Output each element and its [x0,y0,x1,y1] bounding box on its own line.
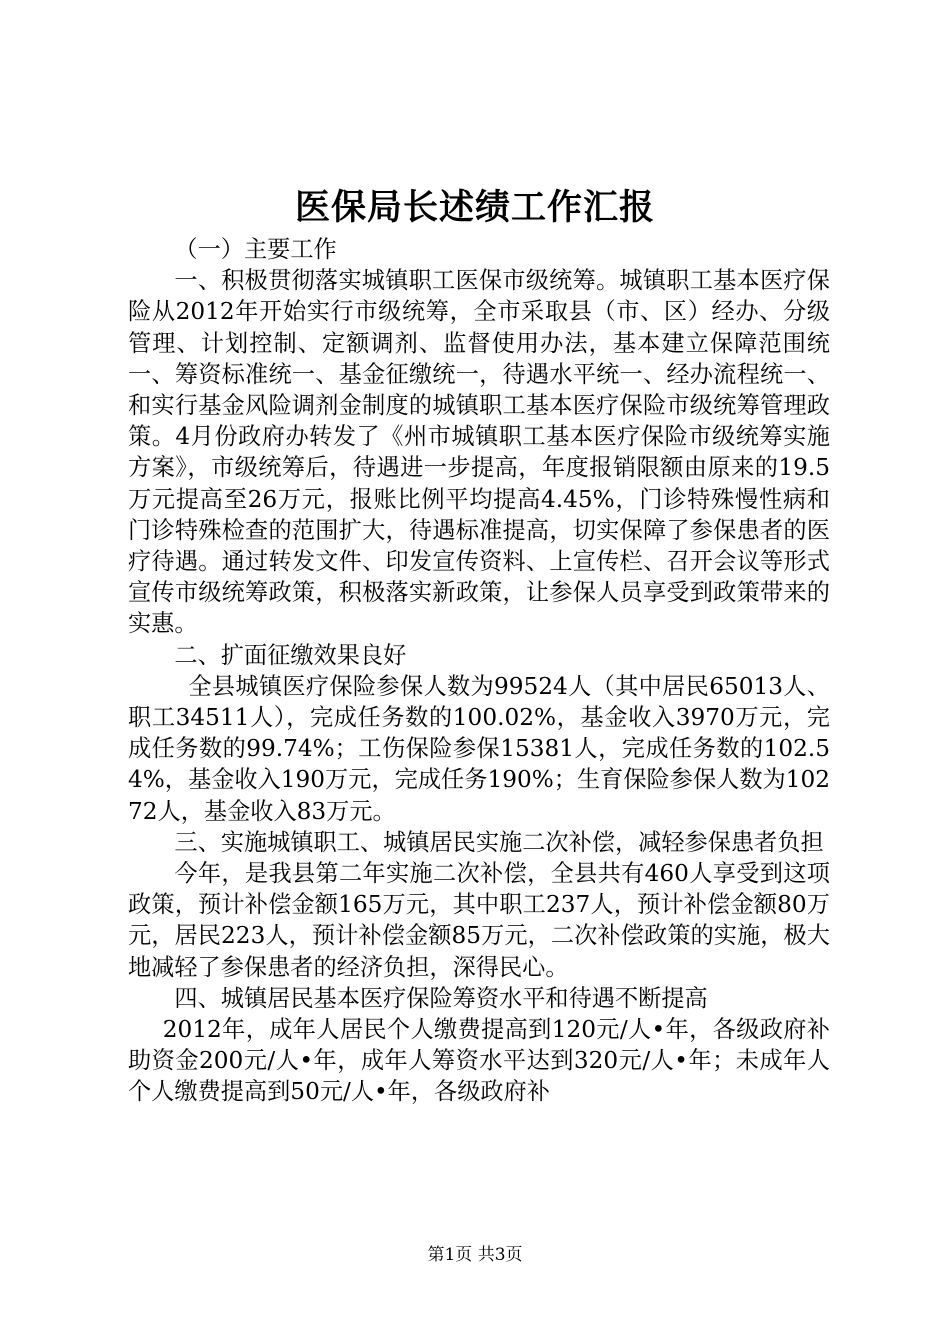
paragraph-funding-details: 2012年，成年人居民个人缴费提高到120元/人•年，各级政府补助资金200元/人•年，成年人筹资水平达到320元/人•年；未成年人个人缴费提高到50元/人•年，各级政府补 [128,1016,830,1106]
section-heading-secondary-compensation: 三、实施城镇职工、城镇居民实施二次补偿，减轻参保患者负担 [174,828,824,856]
paragraph-compensation-details: 今年，是我县第二年实施二次补偿，全县共有460人享受到这项政策，预计补偿金额165万元，其中职工237人，预计补偿金额80万元，居民223人，预计补偿金额85万元，二次补偿政策的实施，极大地减轻了参保患者的经济负担，深得民心。 [128,860,830,981]
section-heading-funding-level: 四、城镇居民基本医疗保险筹资水平和待遇不断提高 [174,984,708,1012]
paragraph-municipal-coordination: 一、积极贯彻落实城镇职工医保市级统筹。城镇职工基本医疗保险从2012年开始实行市级统筹，全市采取县（市、区）经办、分级管理、计划控制、定额调剂、监督使用办法，基本建立保障范围统一、筹资标准统一、基金征缴统一，待遇水平统一、经办流程统一、和实行基金风险调剂金制度的城镇职工基本医疗保险市级统筹管理政策。4月份政府办转发了《州市城镇职工基本医疗保险市级统筹实施方案》，市级统筹后，待遇进一步提高，年度报销限额由原来的19.5万元提高至26万元，报账比例平均提高4.45%，门诊特殊慢性病和门诊特殊检查的范围扩大，待遇标准提高，切实保障了参保患者的医疗待遇。通过转发文件、印发宣传资料、上宣传栏、召开会议等形式宣传市级统筹政策，积极落实新政策，让参保人员享受到政策带来的实惠。 [128,267,830,638]
section-heading-main-work: （一）主要工作 [174,236,337,263]
page-footer: 第1页 共3页 [427,1245,523,1265]
paragraph-enrollment-stats: 全县城镇医疗保险参保人数为99524人（其中居民65013人、职工34511人），完成任务数的100.02%，基金收入3970万元，完成任务数的99.74%；工伤保险参保15381人，完成任务数的102.54%，基金收入190万元，完成任务190%；生育保险参保人数为10272人，基金收入83万元。 [128,672,830,825]
document-body [128,234,830,1108]
section-heading-expansion: 二、扩面征缴效果良好 [174,641,407,669]
document-title: 医保局长述绩工作汇报 [294,187,655,228]
